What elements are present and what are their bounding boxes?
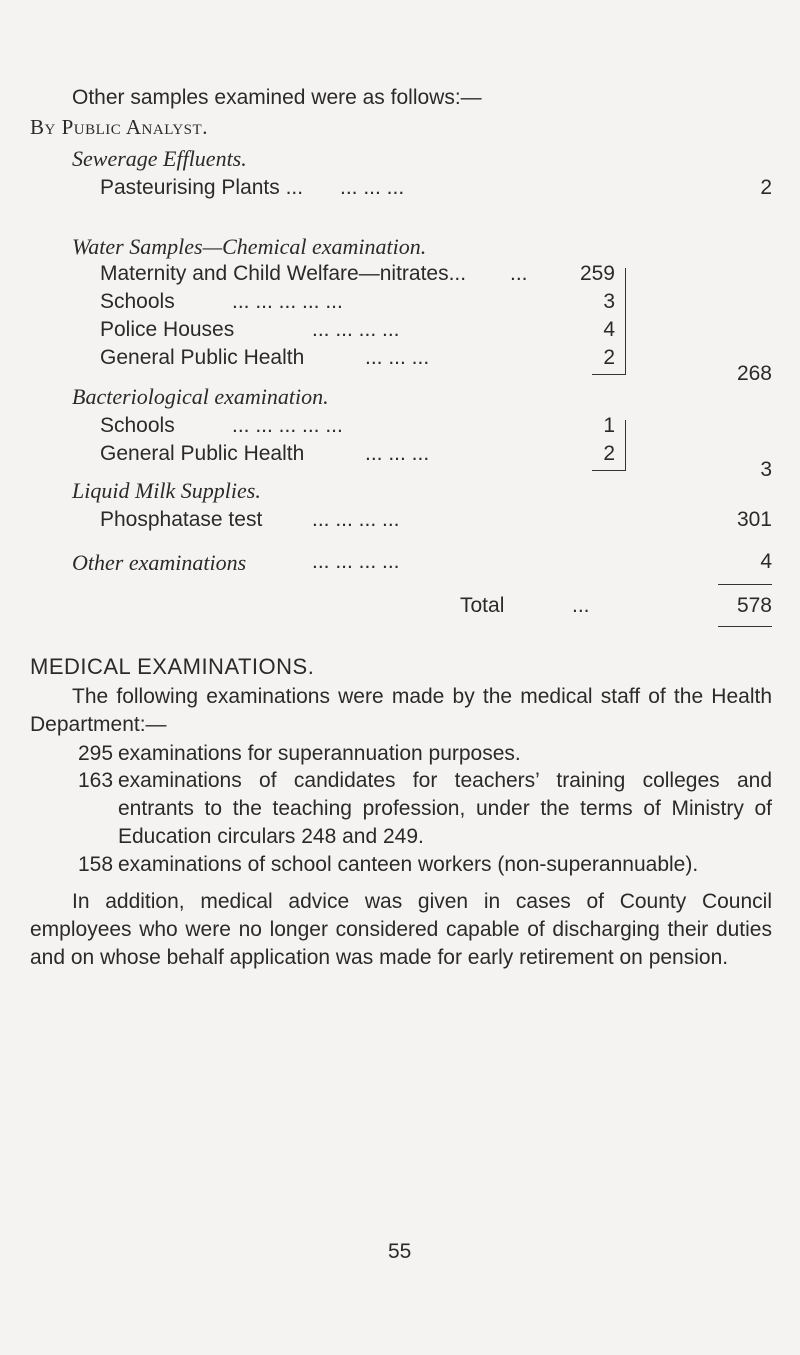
sewerage-title: Sewerage Effluents. (72, 146, 247, 171)
water-row-dots: ... ... ... ... ... (232, 290, 343, 313)
water-row-value: 3 (603, 290, 615, 313)
public-analyst-heading: By Public Analyst. (30, 115, 208, 139)
sewerage-row-dots: ... ... ... (340, 176, 405, 199)
bacteriological-bracket-rule (592, 470, 626, 471)
milk-row-total: 301 (736, 508, 772, 531)
medical-item-text: examinations of school canteen workers (non-superannuable). (118, 853, 699, 876)
medical-item-number: 158 (78, 853, 114, 876)
water-row-value: 259 (579, 262, 615, 285)
medical-item (78, 740, 772, 768)
water-row-label: Schools (100, 290, 175, 313)
medical-item (78, 767, 772, 851)
medical-item-number: 295 (78, 742, 114, 765)
medical-item-number: 163 (78, 769, 114, 792)
bacteriological-row-label: Schools (100, 414, 175, 437)
milk-row-label: Phosphatase test (100, 508, 263, 531)
total-rule-bottom (718, 626, 772, 627)
sewerage-row-total: 2 (760, 176, 772, 199)
water-row-label: Police Houses (100, 318, 235, 341)
water-row-dots: ... ... ... ... (312, 318, 400, 341)
page-number: 55 (388, 1240, 412, 1263)
medical-title: MEDICAL EXAMINATIONS. (30, 654, 315, 679)
intro-text: Other samples examined were as follows:— (72, 86, 482, 109)
other-dots: ... ... ... ... (312, 550, 400, 573)
water-row-value: 2 (603, 346, 615, 369)
total-rule-top (718, 584, 772, 585)
medical-intro: The following examinations were made by the medical staff of the Health Department:— (30, 685, 772, 736)
other-total: 4 (760, 550, 772, 573)
sewerage-row-label: Pasteurising Plants ... (100, 176, 304, 199)
bacteriological-subtotal: 3 (760, 458, 772, 481)
bacteriological-title: Bacteriological examination. (72, 384, 329, 409)
water-bracket-rule (592, 374, 626, 375)
total-label: Total (460, 594, 505, 617)
bacteriological-row-dots: ... ... ... (365, 442, 430, 465)
water-row-dots: ... (510, 262, 528, 285)
bacteriological-row-label: General Public Health (100, 442, 305, 465)
medical-item (78, 851, 772, 879)
water-row-dots: ... ... ... (365, 346, 430, 369)
total-value: 578 (736, 594, 772, 617)
water-row-label: Maternity and Child Welfare—nitrates... (100, 262, 467, 285)
bacteriological-row-dots: ... ... ... ... ... (232, 414, 343, 437)
water-title: Water Samples—Chemical examination. (72, 234, 427, 259)
water-bracket (625, 268, 626, 374)
bacteriological-bracket (625, 420, 626, 470)
bacteriological-row-value: 2 (603, 442, 615, 465)
water-row-label: General Public Health (100, 346, 305, 369)
water-subtotal: 268 (736, 362, 772, 385)
milk-row-dots: ... ... ... ... (312, 508, 400, 531)
bacteriological-row-value: 1 (603, 414, 615, 437)
water-row-value: 4 (603, 318, 615, 341)
total-dots: ... (572, 594, 590, 617)
milk-title: Liquid Milk Supplies. (72, 478, 261, 503)
medical-item-text: examinations for superannuation purposes. (118, 742, 521, 765)
medical-closing: In addition, medical advice was given in cases of County Council employees who were no longer considered capable of discharging their duties and on whose behalf application was made for early retirement on pension. (30, 890, 772, 969)
medical-item-text: examinations of candidates for teachers’ training colleges and entrants to the teaching profession, under the terms of Ministry of Education circulars 248 and 249. (118, 769, 772, 848)
other-title: Other examinations (72, 550, 247, 575)
